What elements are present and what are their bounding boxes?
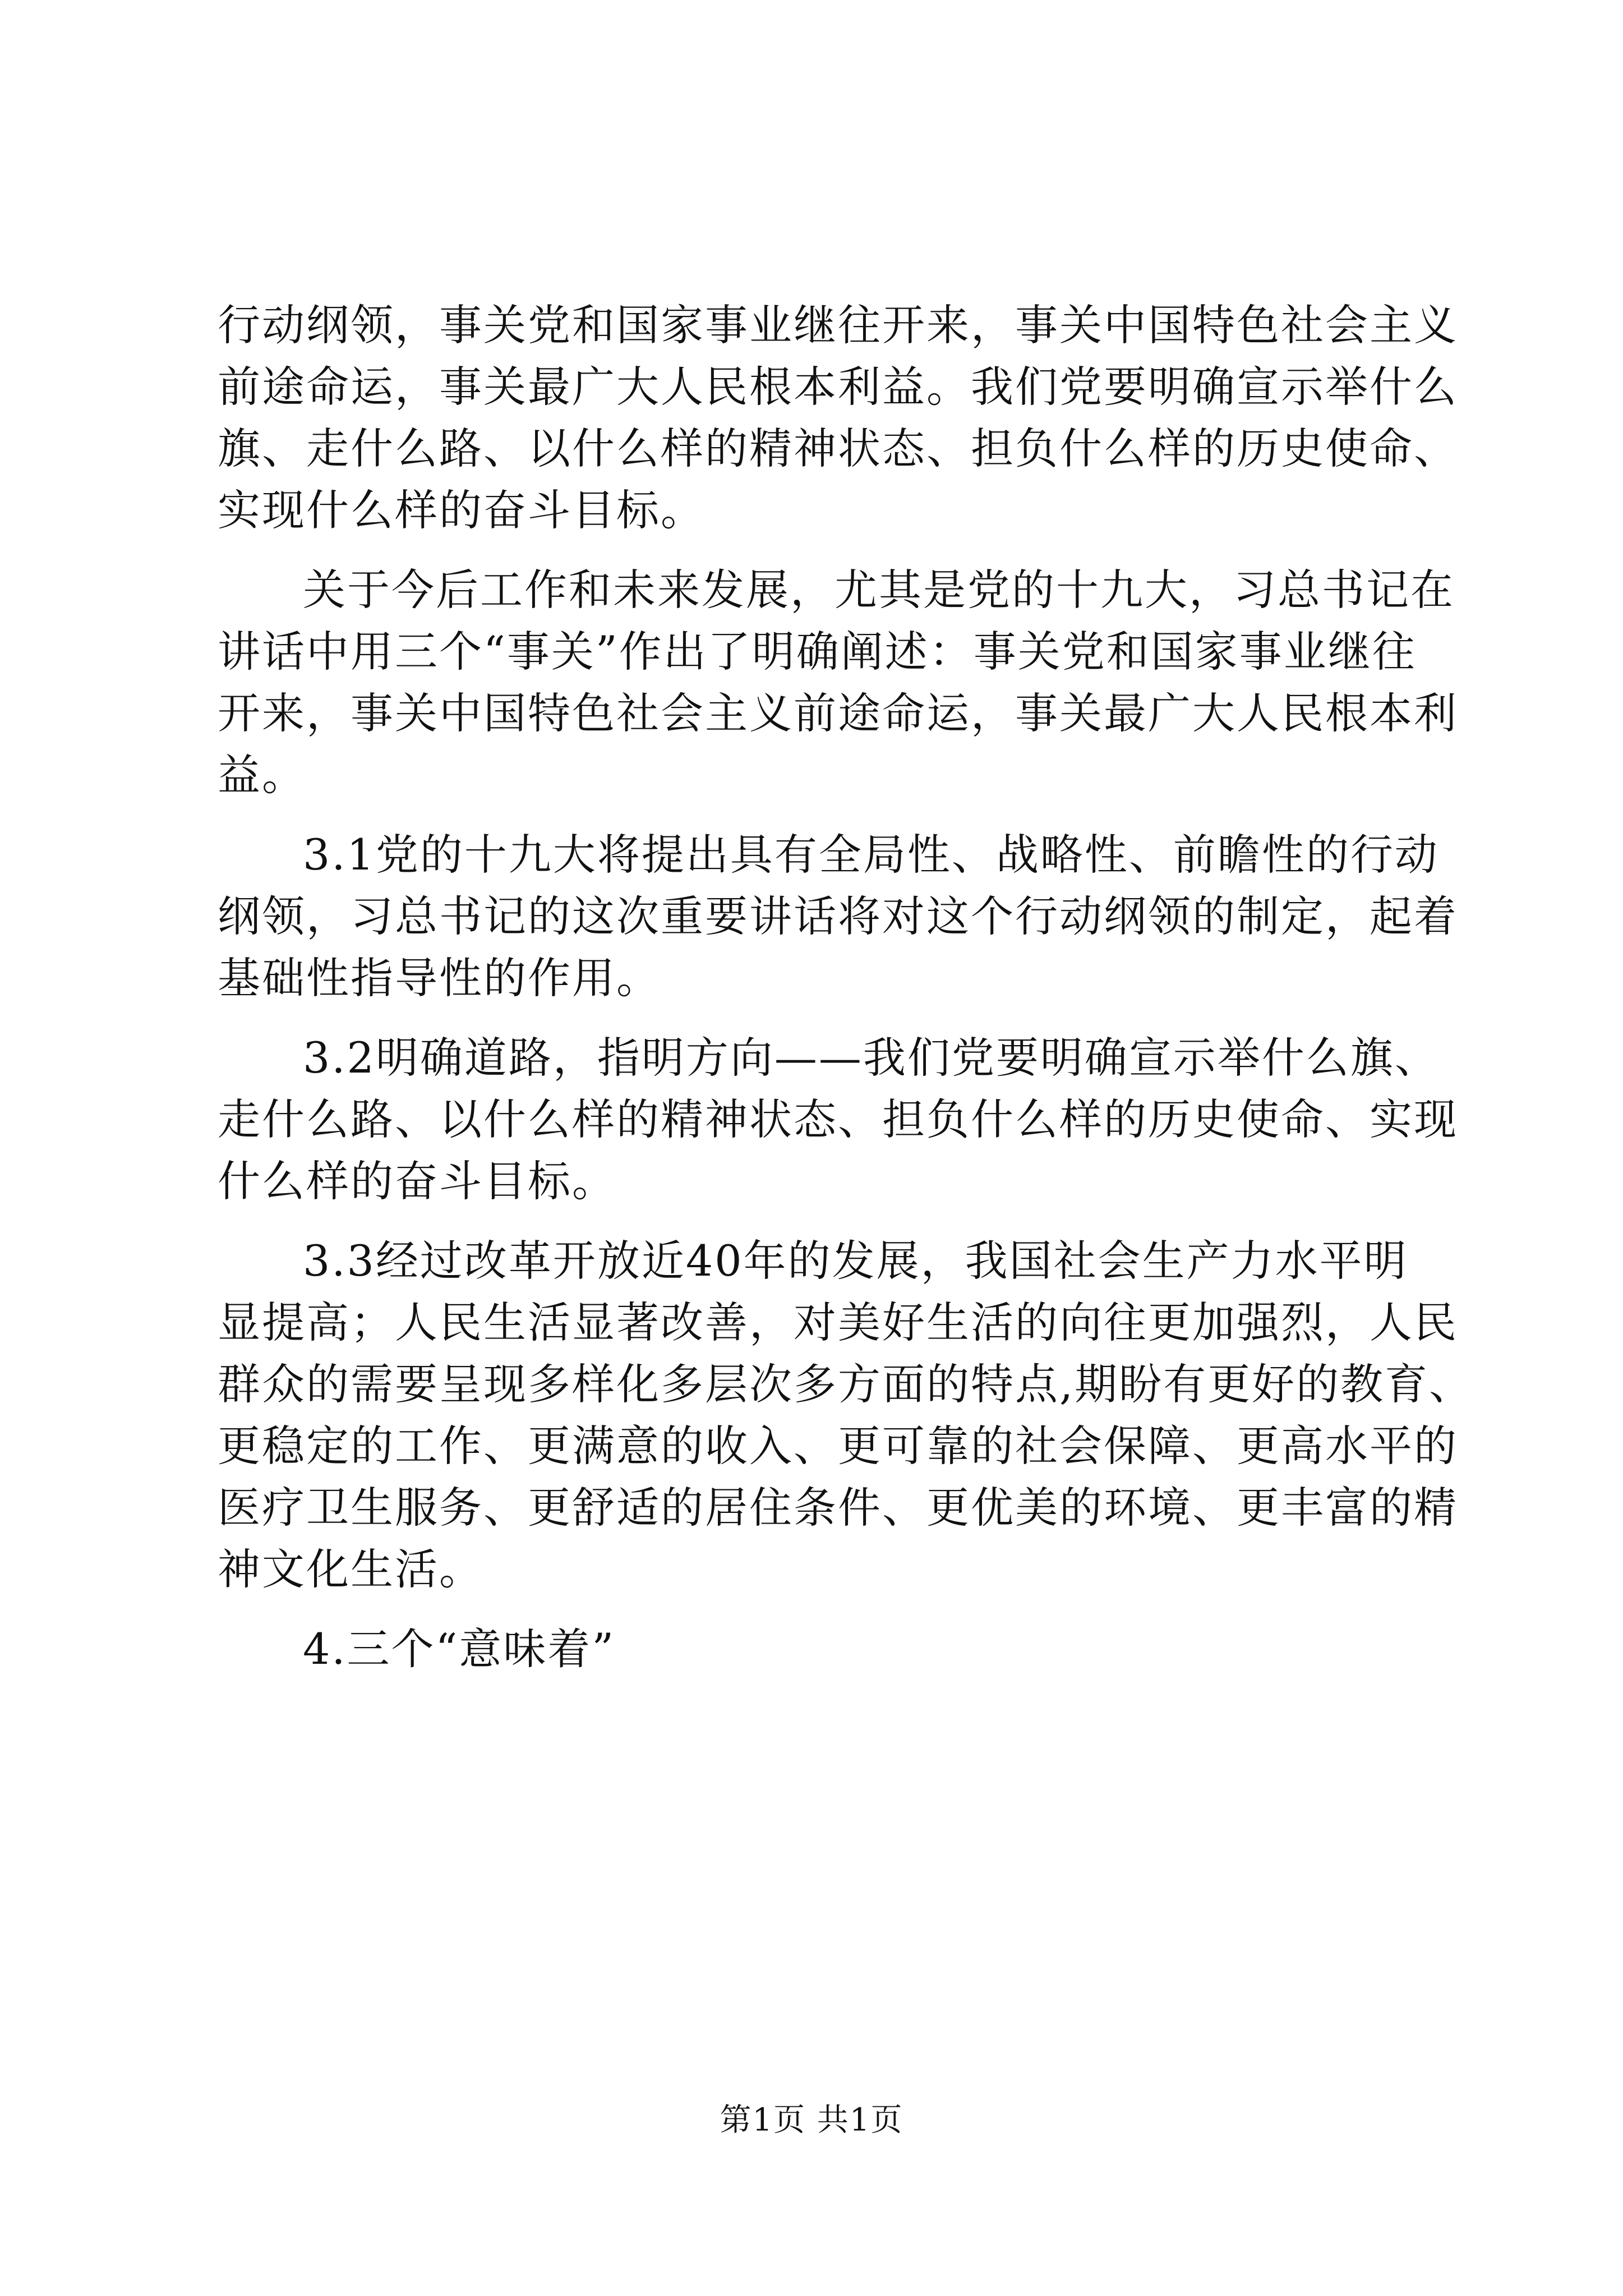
text-line: 更稳定的工作、更满意的收入、更可靠的社会保障、更高水平的 [218, 1421, 1458, 1471]
paragraph [218, 1230, 1474, 1600]
text-line: 医疗卫生服务、更舒适的居住条件、更优美的环境、更丰富的精 [218, 1483, 1458, 1533]
text-line: 3.2明确道路，指明方向——我们党要明确宣示举什么旗、 [303, 1033, 1439, 1083]
text-line: 走什么路、以什么样的精神状态、担负什么样的历史使命、实现 [218, 1094, 1458, 1144]
paragraph [218, 559, 1458, 806]
text-line: 神文化生活。 [218, 1544, 483, 1594]
text-line: 讲话中用三个“事关”作出了明确阐述：事关党和国家事业继往 [218, 627, 1417, 677]
paragraph [218, 1027, 1458, 1212]
text-line: 关于今后工作和未来发展，尤其是党的十九大，习总书记在 [303, 565, 1455, 615]
text-line: 4.三个“意味着” [303, 1624, 616, 1674]
page-footer: 第1页 共1页 [720, 2102, 903, 2138]
text-line: 行动纲领，事关党和国家事业继往开来，事关中国特色社会主义 [218, 300, 1458, 350]
document-body [218, 295, 1474, 1680]
text-line: 基础性指导性的作用。 [218, 953, 661, 1003]
text-line: 旗、走什么路、以什么样的精神状态、担负什么样的历史使命、 [218, 424, 1458, 473]
text-line: 纲领，习总书记的这次重要讲话将对这个行动纲领的制定，起着 [218, 891, 1458, 941]
text-line: 实现什么样的奋斗目标。 [218, 485, 705, 535]
text-line: 益。 [218, 750, 306, 800]
text-line: 前途命运，事关最广大人民根本利益。我们党要明确宣示举什么 [218, 362, 1458, 412]
text-line: 显提高；人民生活显著改善，对美好生活的向往更加强烈，人民 [218, 1297, 1458, 1347]
section-heading [218, 1618, 1423, 1680]
text-line: 开来，事关中国特色社会主义前途命运，事关最广大人民根本利 [218, 688, 1458, 738]
text-line: 3.3经过改革开放近40年的发展，我国社会生产力水平明 [303, 1236, 1408, 1286]
text-line: 什么样的奋斗目标。 [218, 1156, 616, 1206]
paragraph [218, 824, 1458, 1009]
text-line: 群众的需要呈现多样化多层次多方面的特点,期盼有更好的教育、 [218, 1359, 1474, 1409]
paragraph [218, 295, 1458, 541]
text-line: 3.1党的十九大将提出具有全局性、战略性、前瞻性的行动 [303, 830, 1439, 880]
